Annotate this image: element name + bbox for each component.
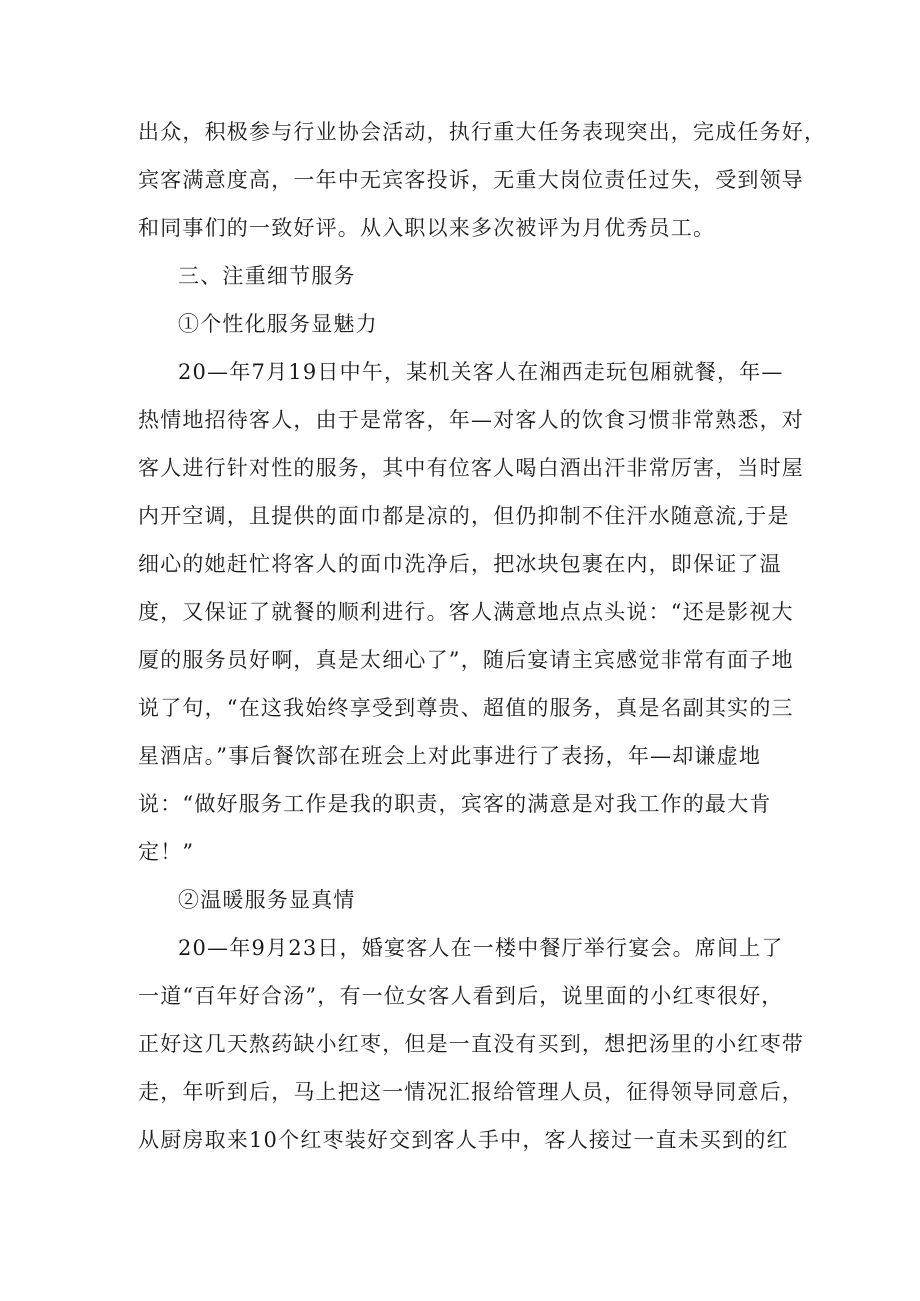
subsection-heading: ②温暖服务显真情 [178, 888, 356, 912]
paragraph-line: 说了句，“在这我始终享受到尊贵、超值的服务，真是名副其实的三 [138, 696, 794, 720]
paragraph-line: 定！” [138, 840, 195, 864]
paragraph-line: 细心的她赶忙将客人的面巾洗净后，把冰块包裹在内，即保证了温 [138, 552, 782, 576]
paragraph-line: 20—年9月23日，婚宴客人在一楼中餐厅举行宴会。席间上了 [178, 936, 784, 960]
paragraph-line: 内开空调，且提供的面巾都是凉的，但仍抑制不住汗水随意流,于是 [138, 504, 790, 528]
paragraph-line: 从厨房取来10个红枣装好交到客人手中，客人接过一直未买到的红 [138, 1128, 789, 1152]
paragraph-line: 热情地招待客人，由于是常客，年—对客人的饮食习惯非常熟悉，对 [138, 408, 804, 432]
paragraph-line: 厦的服务员好啊，真是太细心了”，随后宴请主宾感觉非常有面子地 [138, 648, 794, 672]
paragraph-line: 走，年听到后，马上把这一情况汇报给管理人员，征得领导同意后， [138, 1080, 804, 1104]
paragraph-line: 宾客满意度高，一年中无宾客投诉，无重大岗位责任过失，受到领导 [138, 168, 804, 192]
subsection-heading: ①个性化服务显魅力 [178, 312, 378, 336]
paragraph-line: 出众，积极参与行业协会活动，执行重大任务表现突出，完成任务好， [138, 120, 827, 144]
section-heading: 三、注重细节服务 [178, 264, 356, 288]
paragraph-line: 20—年7月19日中午，某机关客人在湘西走玩包厢就餐，年— [178, 360, 784, 384]
paragraph-line: 和同事们的一致好评。从入职以来多次被评为月优秀员工。 [138, 216, 716, 240]
paragraph-line: 一道“百年好合汤”，有一位女客人看到后，说里面的小红枣很好， [138, 984, 784, 1008]
paragraph-line: 正好这几天熬药缺小红枣，但是一直没有买到，想把汤里的小红枣带 [138, 1032, 804, 1056]
paragraph-line: 度，又保证了就餐的顺利进行。客人满意地点点头说：“还是影视大 [138, 600, 794, 624]
paragraph-line: 星酒店。”事后餐饮部在班会上对此事进行了表扬，年—却谦虚地 [138, 744, 762, 768]
paragraph-line: 说：“做好服务工作是我的职责，宾客的满意是对我工作的最大肯 [138, 792, 772, 816]
paragraph-line: 客人进行针对性的服务，其中有位客人喝白酒出汗非常厉害，当时屋 [138, 456, 804, 480]
